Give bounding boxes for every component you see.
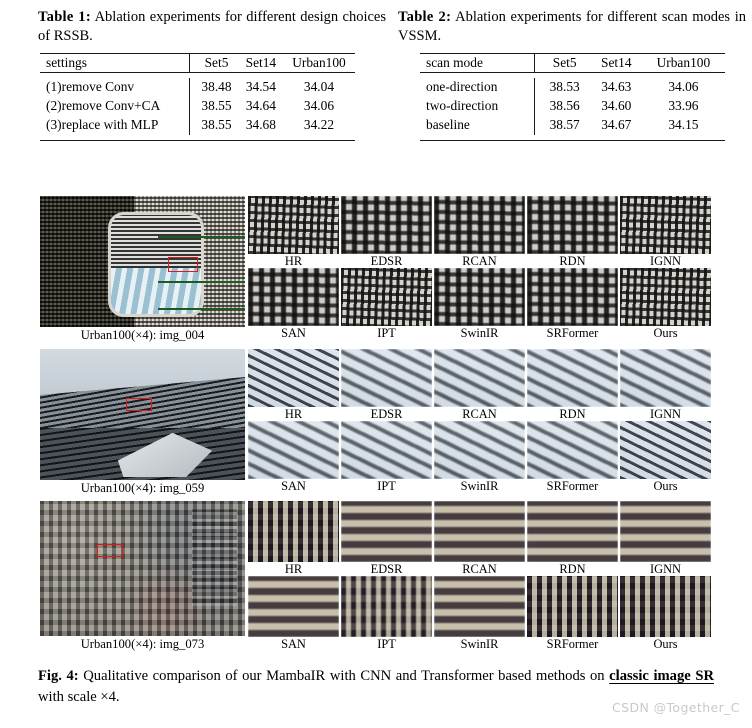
table-2-caption-label: Table 2: [398,9,452,25]
crop-label-ipt: IPT [377,479,396,493]
table-1-caption [38,8,388,47]
crop-image-san [248,268,339,326]
table-2 [420,53,725,141]
table-2-block [398,8,748,178]
crop-cell-srformer [527,268,618,340]
table-2-r0-setting: one-direction [426,79,498,95]
crop-cell-ipt [341,421,432,493]
crop-image-ignn [620,349,711,407]
table-2-col-urban100: Urban100 [656,54,711,70]
crop-cell-ours [620,421,711,493]
crop-grid-bottom-row [248,268,712,340]
crop-grid-top-row [248,501,712,576]
crop-label-ignn: IGNN [650,254,681,268]
crop-cell-swinir [434,268,525,340]
table-1-r2-urban100: 34.22 [303,117,335,133]
table-1-r2-set5: 38.55 [190,116,239,135]
source-caption-img-059: Urban100(×4): img_059 [80,481,205,495]
crop-image-swinir [434,421,525,479]
crop-cell-rdn [527,196,618,268]
table-2-r2-set14: 34.67 [601,117,632,133]
crop-label-swinir: SwinIR [460,637,499,651]
crop-cell-ours [620,576,711,651]
table-1-col-set14: Set14 [245,54,277,70]
crop-label-rdn: RDN [559,407,586,421]
crop-grid-bottom-row [248,421,712,493]
table-1-col-set5: Set5 [190,54,239,73]
crop-image-san [248,576,339,637]
table-2-col-set5: Set5 [534,54,591,73]
crop-grid-img-073 [248,501,712,657]
source-panel-img-059 [40,349,245,496]
table-2-r1-setting: two-direction [426,98,499,114]
crop-image-srformer [527,268,618,326]
crop-cell-rdn [527,501,618,576]
crop-cell-srformer [527,421,618,493]
crop-image-swinir [434,576,525,637]
crop-image-hr [248,349,339,407]
crop-image-srformer [527,421,618,479]
crop-cell-ignn [620,349,711,421]
table-1-header-row [40,54,355,73]
source-panel-img-004 [40,196,245,343]
crop-region-marker [168,257,198,272]
crop-image-rcan [434,349,525,407]
crop-image-rdn [527,196,618,254]
table-2-r1-urban100: 33.96 [668,98,699,114]
source-image-img-059 [40,349,245,480]
table-2-r0-urban100: 34.06 [668,79,699,95]
table-1-r0-urban100: 34.04 [303,79,335,95]
table-2-r0-set14: 34.63 [601,79,632,95]
crop-cell-hr [248,501,339,576]
table-1-r2-setting: (3)replace with MLP [46,117,159,133]
figure-caption-emphasis: classic image SR [609,668,714,684]
crop-cell-rcan [434,349,525,421]
crop-grid-bottom-row [248,576,712,651]
crop-cell-srformer [527,576,618,651]
crop-cell-edsr [341,349,432,421]
crop-label-hr: HR [284,254,303,268]
crop-image-hr [248,196,339,254]
crop-label-rdn: RDN [559,562,586,576]
table-1-r1-setting: (2)remove Conv+CA [46,98,161,114]
crop-label-edsr: EDSR [370,562,403,576]
crop-image-ignn [620,196,711,254]
table-row [40,78,355,97]
table-1-caption-label: Table 1: [38,9,91,25]
crop-cell-swinir [434,421,525,493]
crop-label-rcan: RCAN [462,562,497,576]
figure-caption-label: Fig. 4: [38,668,79,684]
crop-cell-san [248,268,339,340]
crop-label-ipt: IPT [377,326,396,340]
source-image-img-073 [40,501,245,636]
crop-cell-ours [620,268,711,340]
crop-label-san: SAN [281,637,306,651]
crop-label-srformer: SRFormer [546,326,599,340]
crop-label-ours: Ours [653,326,678,340]
table-1 [40,53,355,141]
tables-section [0,8,752,178]
table-1-r1-urban100: 34.06 [303,98,335,114]
table-row [40,116,355,135]
crop-image-edsr [341,501,432,562]
crop-image-edsr [341,349,432,407]
figure-row-img-059 [40,349,712,500]
crop-cell-ipt [341,268,432,340]
crop-cell-rcan [434,196,525,268]
crop-image-rdn [527,501,618,562]
crop-cell-san [248,421,339,493]
source-caption-img-073: Urban100(×4): img_073 [80,637,205,651]
crop-region-marker [97,544,123,557]
table-1-caption-text: Ablation experiments for different design choices of RSSB. [38,9,386,45]
table-1-r1-set14: 34.64 [245,98,276,114]
figure-caption-part2: with scale ×4. [38,689,120,706]
crop-image-ours [620,268,711,326]
crop-image-srformer [527,576,618,637]
green-guide-line [158,236,245,238]
table-2-r0-set5: 38.53 [534,78,591,97]
crop-image-rcan [434,501,525,562]
table-1-r1-set5: 38.55 [190,97,239,116]
crop-label-rdn: RDN [559,254,586,268]
table-1-r0-setting: (1)remove Conv [46,79,135,95]
csdn-watermark: CSDN @Together_C [612,700,740,715]
crop-grid-top-row [248,349,712,421]
crop-cell-rdn [527,349,618,421]
table-2-r1-set5: 38.56 [534,97,591,116]
crop-label-ours: Ours [653,479,678,493]
crop-cell-ignn [620,501,711,576]
table-2-header-row [420,54,725,73]
crop-label-ignn: IGNN [650,407,681,421]
crop-label-srformer: SRFormer [546,637,599,651]
crop-label-edsr: EDSR [370,407,403,421]
crop-cell-swinir [434,576,525,651]
photo-illustration [40,501,245,636]
crop-label-san: SAN [281,326,306,340]
table-2-r2-urban100: 34.15 [668,117,699,133]
crop-image-ipt [341,268,432,326]
crop-cell-hr [248,196,339,268]
crop-label-swinir: SwinIR [460,479,499,493]
figure-4 [40,196,712,660]
crop-image-ignn [620,501,711,562]
crop-image-edsr [341,196,432,254]
crop-cell-san [248,576,339,651]
crop-label-san: SAN [281,479,306,493]
table-row [420,78,725,97]
crop-cell-hr [248,349,339,421]
source-image-img-004 [40,196,245,327]
table-row [420,116,725,135]
table-row [40,97,355,116]
table-row [420,97,725,116]
crop-image-ours [620,576,711,637]
green-guide-line [158,308,245,310]
crop-image-ours [620,421,711,479]
table-2-col-scanmode: scan mode [426,54,483,70]
source-caption-img-004: Urban100(×4): img_004 [80,328,205,342]
crop-grid-img-059 [248,349,712,500]
crop-cell-rcan [434,501,525,576]
green-guide-line [158,281,245,283]
crop-label-rcan: RCAN [462,254,497,268]
figure-caption-part1: Qualitative comparison of our MambaIR with CNN and Transformer based methods on [83,668,610,684]
figure-row-img-004 [40,196,712,348]
crop-label-hr: HR [284,407,303,421]
crop-image-swinir [434,268,525,326]
crop-grid-img-004 [248,196,712,348]
source-panel-img-073 [40,501,245,652]
table-1-col-settings: settings [46,54,87,70]
table-2-r2-setting: baseline [426,117,470,133]
crop-label-srformer: SRFormer [546,479,599,493]
crop-image-rdn [527,349,618,407]
crop-label-edsr: EDSR [370,254,403,268]
photo-region-glass-tower [192,509,237,606]
crop-label-rcan: RCAN [462,407,497,421]
table-1-r2-set14: 34.68 [245,117,276,133]
crop-grid-top-row [248,196,712,268]
figure-row-img-073 [40,501,712,657]
crop-image-rcan [434,196,525,254]
crop-label-ipt: IPT [377,637,396,651]
crop-region-marker [126,398,152,411]
crop-cell-ignn [620,196,711,268]
crop-image-ipt [341,576,432,637]
table-2-r2-set5: 38.57 [534,116,591,135]
table-2-r1-set14: 34.60 [601,98,632,114]
crop-cell-edsr [341,196,432,268]
table-2-caption-text: Ablation experiments for different scan modes in VSSM. [398,9,746,45]
table-2-col-set14: Set14 [601,54,632,70]
table-1-col-urban100: Urban100 [292,54,346,70]
crop-cell-ipt [341,576,432,651]
table-2-caption [398,8,748,47]
crop-label-swinir: SwinIR [460,326,499,340]
crop-cell-edsr [341,501,432,576]
crop-label-hr: HR [284,562,303,576]
crop-label-ours: Ours [653,637,678,651]
crop-image-ipt [341,421,432,479]
crop-image-hr [248,501,339,562]
table-1-r0-set5: 38.48 [190,78,239,97]
photo-illustration [40,349,245,480]
crop-label-ignn: IGNN [650,562,681,576]
crop-image-san [248,421,339,479]
table-1-r0-set14: 34.54 [245,79,276,95]
table-1-block [38,8,388,178]
